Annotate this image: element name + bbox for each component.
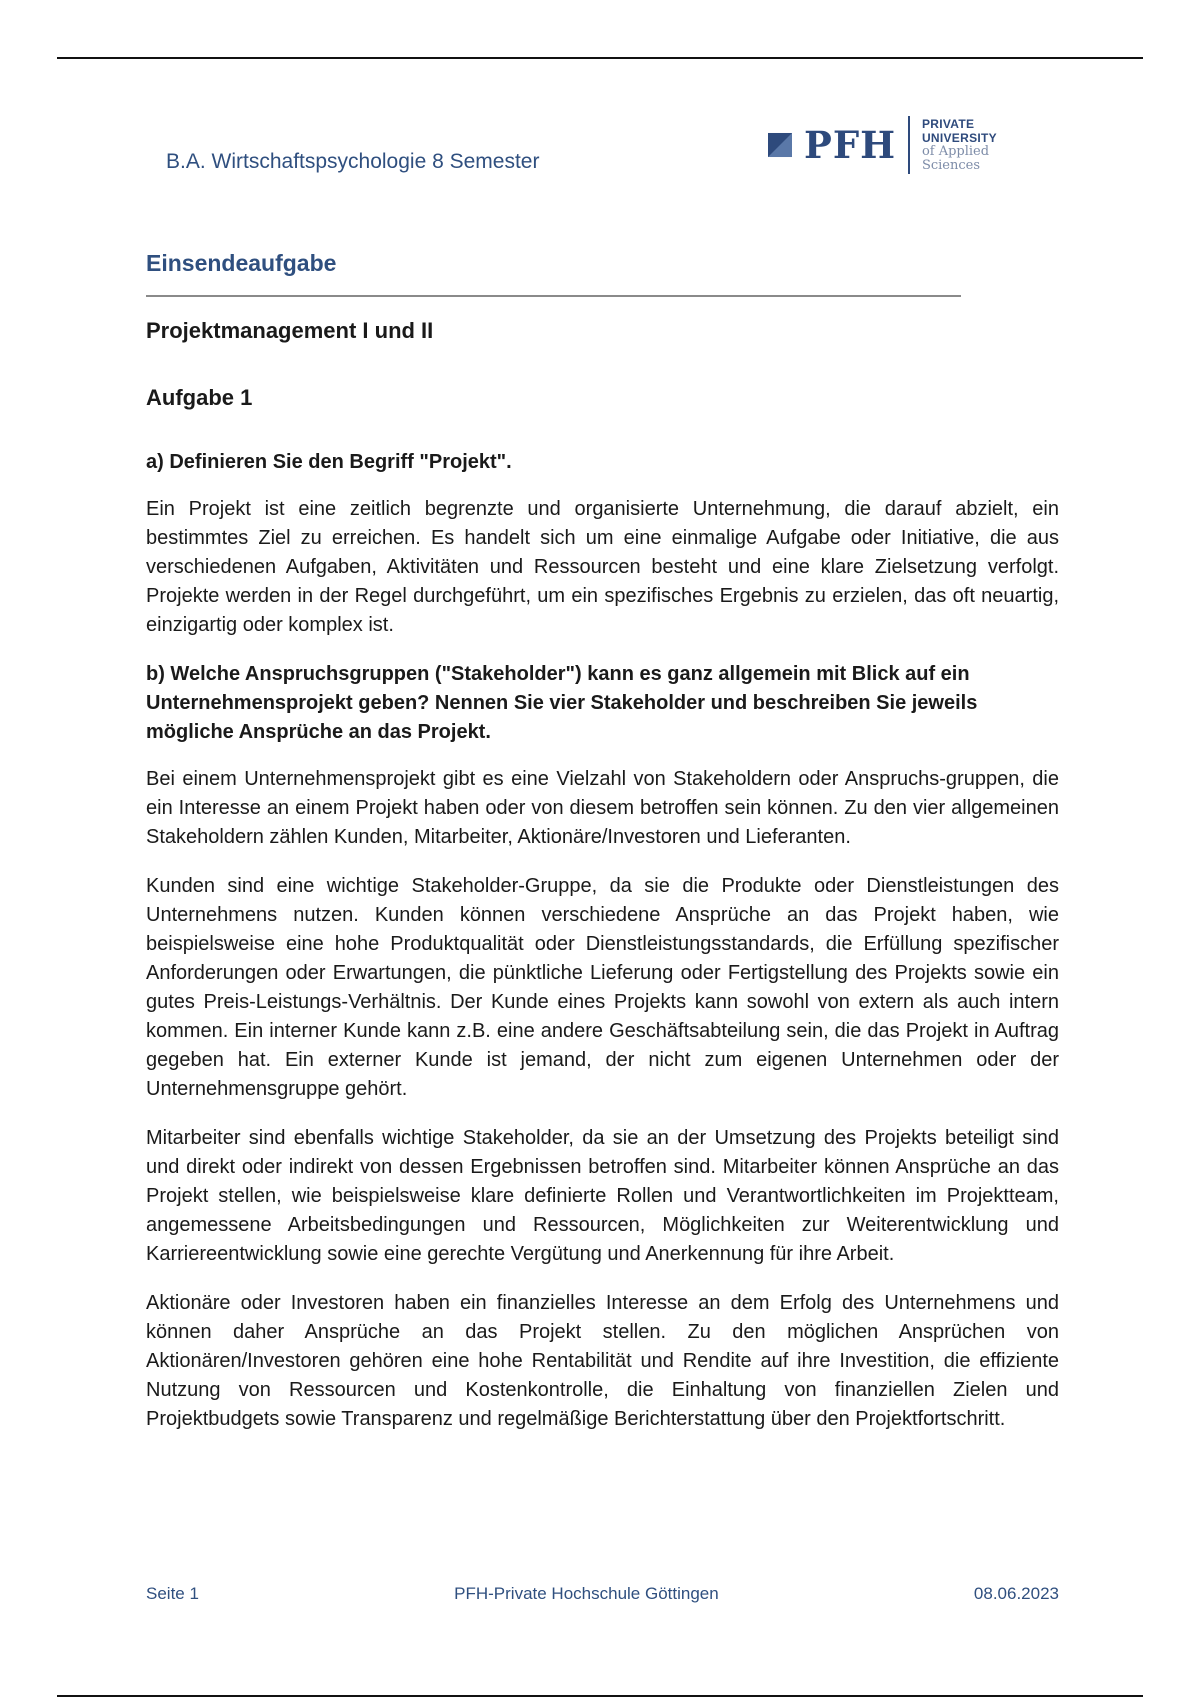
answer-a: Ein Projekt ist eine zeitlich begrenzte und organisierte Unternehmung, die darauf abzielt, ein bestimmtes Ziel zu erreichen. Es handelt sich um eine einmalige Aufgabe oder Initiative, die aus verschiedenen Aufgaben, Aktivitäten und Ressourcen besteht und eine klare Zielsetzung verfolgt. Projekte werden in der Regel durchgeführt, um ein spezifisches Ergebnis zu erzielen, das oft neuartig, einzigartig oder komplex ist. xyxy=(146,498,1059,636)
logo-claim-line-2: of Applied Sciences xyxy=(921,144,990,173)
pfh-logo xyxy=(768,114,1043,176)
answer-b-employees: Mitarbeiter sind ebenfalls wichtige Stakeholder, da sie an der Umsetzung des Projekts beteiligt sind und direkt oder indirekt von dessen Ergebnissen betroffen sind. Mitarbeiter können Ansprüche an das Projekt stellen, wie beispielsweise klare definierte Rollen und Verantwortlichkeiten im Projektteam, angemessene Arbeitsbedingungen und Ressourcen, Möglichkeiten zur Weiterentwicklung und Karriereentwicklung sowie eine gerechte Vergütung und Anerkennung für ihre Arbeit. xyxy=(146,1127,1059,1265)
section-title: Einsendeaufgabe xyxy=(146,250,337,276)
task-title: Aufgabe 1 xyxy=(146,385,253,410)
logo-claim xyxy=(922,117,1043,173)
footer-page-number: Seite 1 xyxy=(146,1584,199,1603)
question-a: a) Definieren Sie den Begriff "Projekt". xyxy=(146,451,512,473)
answer-b-investors: Aktionäre oder Investoren haben ein finanzielles Interesse an dem Erfolg des Unternehmens und können daher Ansprüche an das Projekt stellen. Zu den möglichen Ansprüchen von Aktionären/Investoren gehören eine hohe Rentabilität und Rendite auf ihre Investition, die effiziente Nutzung von Ressourcen und Kostenkontrolle, die Einhaltung von finanziellen Zielen und Projektbudgets sowie Transparenz und regelmäßige Berichterstattung über den Projektfortschritt. xyxy=(146,1292,1059,1430)
logo-wordmark: PFH xyxy=(804,123,897,167)
course-title: Projektmanagement I und II xyxy=(146,318,434,343)
program-title: B.A. Wirtschaftspsychologie 8 Semester xyxy=(166,150,540,173)
logo-divider xyxy=(908,116,910,174)
document-body xyxy=(146,448,1059,1454)
page-footer xyxy=(146,1584,1059,1604)
question-b: b) Welche Anspruchsgruppen ("Stakeholder") kann es ganz allgemein mit Blick auf ein Unternehmensprojekt geben? Nennen Sie vier Stakeholder und beschreiben Sie jeweils mögliche Ansprüche an das Projekt. xyxy=(146,663,978,743)
bottom-rule xyxy=(57,1695,1143,1697)
top-rule xyxy=(57,57,1143,59)
answer-b-customers: Kunden sind eine wichtige Stakeholder-Gruppe, da sie die Produkte oder Dienstleistungen des Unternehmens nutzen. Kunden können verschiedene Ansprüche an das Projekt haben, wie beispielsweise eine hohe Produktqualität oder Dienstleistungsstandards, die Erfüllung spezifischer Anforderungen oder Erwartungen, die pünktliche Lieferung oder Fertigstellung des Projekts sowie ein gutes Preis-Leistungs-Verhältnis. Der Kunde eines Projekts kann sowohl von extern als auch intern kommen. Ein interner Kunde kann z.B. eine andere Geschäftsabteilung sein, die das Projekt in Auftrag gegeben hat. Ein externer Kunde ist jemand, der nicht zum eigenen Unternehmen oder der Unternehmensgruppe gehört. xyxy=(146,875,1059,1100)
pfh-logo-mark-icon xyxy=(768,132,792,158)
section-divider xyxy=(146,295,961,297)
footer-institution: PFH-Private Hochschule Göttingen xyxy=(454,1584,719,1603)
footer-date: 08.06.2023 xyxy=(973,1584,1059,1603)
logo-claim-line-1: PRIVATE UNIVERSITY xyxy=(921,117,997,145)
answer-b-intro: Bei einem Unternehmensprojekt gibt es eine Vielzahl von Stakeholdern oder Anspruchs-gruppen, die ein Interesse an einem Projekt haben oder von diesem betroffen sein können. Zu den vier allgemeinen Stakeholdern zählen Kunden, Mitarbeiter, Aktionäre/Investoren und Lieferanten. xyxy=(146,768,1059,848)
